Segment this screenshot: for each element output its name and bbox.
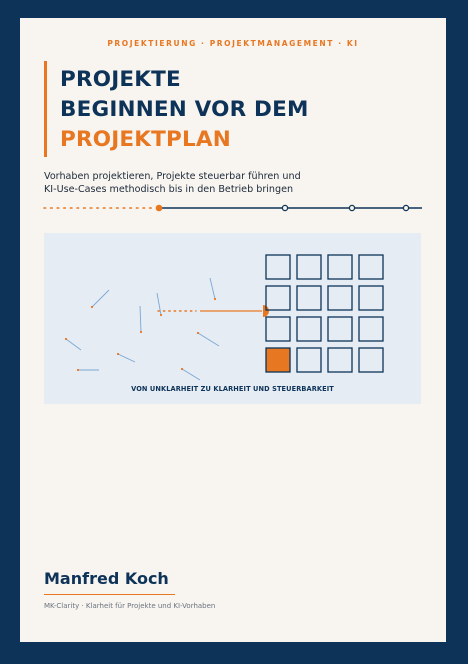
timeline-start-marker — [156, 205, 163, 212]
structure-grid — [266, 255, 383, 372]
scatter-line — [157, 293, 161, 315]
grid-cell-highlighted — [266, 348, 290, 372]
brand-line: MK-Clarity · Klarheit für Projekte und KI-Vorhaben — [44, 602, 216, 610]
grid-cell — [297, 348, 321, 372]
title-line-1: PROJEKTE — [60, 67, 181, 92]
cover-page — [20, 18, 446, 642]
scatter-line — [92, 290, 109, 307]
illustration-caption: VON UNKLARHEIT ZU KLARHEIT UND STEUERBARKEIT — [131, 385, 334, 393]
connector-arrow — [158, 305, 269, 317]
scatter-dot — [214, 298, 216, 300]
grid-cell — [359, 255, 383, 279]
grid-cell — [328, 286, 352, 310]
timeline-milestone — [403, 205, 408, 210]
scatter-dot — [117, 353, 119, 355]
author-underline — [44, 594, 175, 595]
grid-cell — [359, 348, 383, 372]
grid-cell — [266, 286, 290, 310]
grid-cell — [266, 255, 290, 279]
scatter-dot — [65, 338, 67, 340]
grid-cell — [359, 286, 383, 310]
grid-cell — [266, 317, 290, 341]
grid-cell — [328, 348, 352, 372]
scattered-lines — [65, 278, 219, 380]
grid-cell — [328, 255, 352, 279]
scatter-line — [198, 333, 219, 346]
grid-cell — [297, 286, 321, 310]
timeline-milestone — [282, 205, 287, 210]
grid-cell — [359, 317, 383, 341]
scatter-dot — [77, 369, 79, 371]
subtitle-line-2: KI-Use-Cases methodisch bis in den Betrieb bringen — [44, 184, 294, 195]
grid-cell — [328, 317, 352, 341]
title-accent-bar — [44, 61, 47, 157]
illustration-panel — [44, 233, 421, 404]
grid-cell — [297, 255, 321, 279]
scatter-dot — [160, 314, 162, 316]
grid-cell — [297, 317, 321, 341]
scatter-line — [140, 306, 141, 332]
scatter-line — [210, 278, 215, 299]
scatter-line — [118, 354, 135, 362]
scatter-line — [66, 339, 81, 350]
title-line-2: BEGINNEN VOR DEM — [60, 97, 309, 122]
scatter-dot — [91, 306, 93, 308]
timeline-milestone — [349, 205, 354, 210]
book-title — [60, 65, 309, 155]
scatter-dot — [140, 331, 142, 333]
chaos-to-order-illustration — [44, 233, 421, 404]
tagline: PROJEKTIERUNG · PROJEKTMANAGEMENT · KI — [107, 39, 359, 48]
title-line-3: PROJEKTPLAN — [60, 127, 231, 152]
subtitle-line-1: Vorhaben projektieren, Projekte steuerbar führen und — [44, 171, 301, 182]
scatter-dot — [181, 368, 183, 370]
scatter-line — [182, 369, 200, 380]
scatter-dot — [197, 332, 199, 334]
subtitle — [44, 170, 424, 196]
author-name: Manfred Koch — [44, 569, 169, 588]
timeline-graphic — [42, 200, 424, 216]
